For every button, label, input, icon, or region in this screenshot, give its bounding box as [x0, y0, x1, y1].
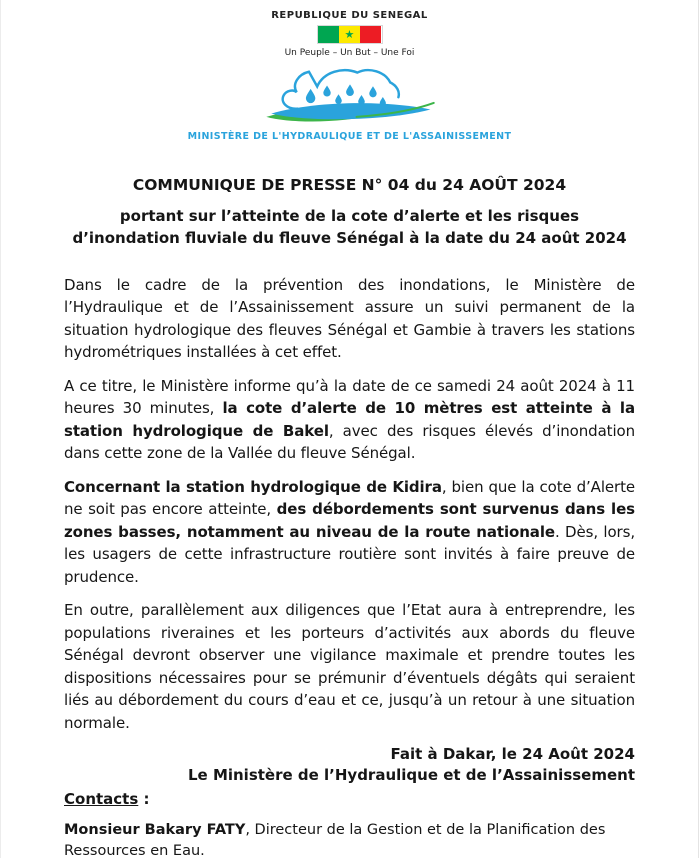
national-motto: Un Peuple – Un But – Une Foi [284, 48, 415, 58]
paragraph: A ce titre, le Ministère informe qu’à la date de ce samedi 24 août 2024 à 11 heures 30 minutes, la cote d’alerte de 10 mètres est atteinte à la station hydrologique de Bakel, avec des risques élevés d’inondation dans cette zone de la Vallée du fleuve Sénégal. [64, 376, 636, 462]
document-subtitle: portant sur l’atteinte de la cote d’alerte et les risques d’inondation fluviale du fleuve Sénégal à la date du 24 août 2024 [72, 207, 627, 247]
flag-green-band [318, 26, 339, 43]
republic-title: REPUBLIQUE DU SENEGAL [271, 10, 428, 21]
paragraph: En outre, parallèlement aux diligences que l’Etat aura à entreprendre, les populations riveraines et les porteurs d’activités aux abords du fleuve Sénégal devront observer une vigilance maximale et prendre toutes les dispositions nécessaires pour se prémunir d’éventuels dégâts qui seraient liés au débordement du cours d’eau et ce, jusqu’à un retour à une situation normale. [64, 601, 635, 732]
republic-header [64, 10, 635, 58]
water-cloud-logo-icon [240, 66, 460, 130]
contacts-label: Contacts [64, 790, 139, 808]
document-body [64, 274, 635, 735]
signature-ministry: Le Ministère de l’Hydraulique et de l’Assainissement [187, 766, 635, 784]
signature-place-date: Fait à Dakar, le 24 Août 2024 [390, 745, 635, 763]
ministry-logo [64, 66, 635, 142]
paragraph: Dans le cadre de la prévention des inondations, le Ministère de l’Hydraulique et de l’Assainissement assure un suivi permanent de la situation hydrologique des fleuves Sénégal et Gambie à travers les stations hydrométriques installées à cet effet. [64, 275, 635, 361]
document-title: COMMUNIQUE DE PRESSE N° 04 du 24 AOÛT 2024 [132, 176, 567, 194]
contact-person: Monsieur Bakary FATY, Directeur de la Gestion et de la Planification des Ressources en Eau. [64, 822, 606, 858]
flag-yellow-band [339, 26, 360, 43]
flag-red-band [360, 26, 381, 43]
contacts-heading [64, 790, 635, 808]
ministry-name: MINISTÈRE DE L'HYDRAULIQUE ET DE L'ASSAINISSEMENT [187, 131, 512, 142]
contacts-colon: : [138, 790, 150, 808]
star-icon: ★ [344, 27, 355, 41]
senegal-flag [317, 25, 383, 44]
paragraph: Concernant la station hydrologique de Kidira, bien que la cote d’Alerte ne soit pas encore atteinte, des débordements sont survenus dans les zones basses, notamment au niveau de la route nationale. Dès, lors, les usagers de cette infrastructure routière sont invités à faire preuve de prudence. [64, 477, 635, 586]
